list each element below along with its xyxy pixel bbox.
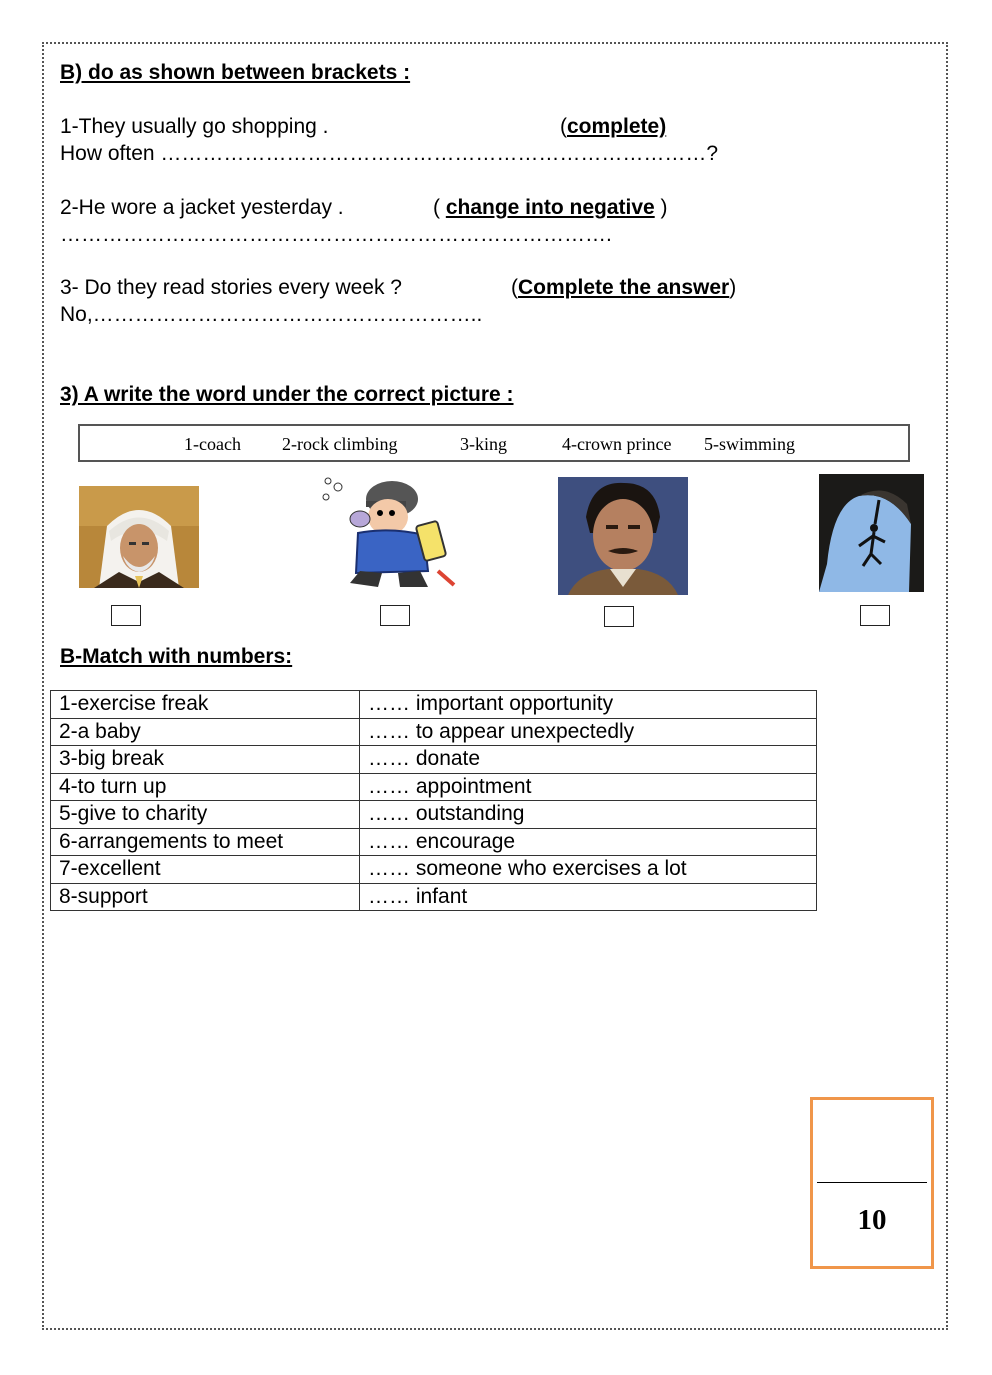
match-left-cell: 3-big break (51, 746, 360, 774)
match-right-cell[interactable]: …… donate (360, 746, 817, 774)
q1-instruction: (complete) (560, 115, 667, 138)
word-swimming: 5-swimming (704, 434, 796, 454)
word-coach: 1-coach (184, 434, 241, 454)
match-right-cell[interactable]: …… to appear unexpectedly (360, 718, 817, 746)
coach-picture (320, 475, 460, 593)
word-king: 3-king (460, 434, 507, 454)
match-right-cell[interactable]: …… infant (360, 883, 817, 911)
q2-text: 2-He wore a jacket yesterday . (60, 196, 344, 219)
match-left-cell: 4-to turn up (51, 773, 360, 801)
king-answer-box[interactable] (111, 605, 141, 626)
score-divider (817, 1182, 927, 1183)
match-right-cell[interactable]: …… encourage (360, 828, 817, 856)
score-total: 10 (857, 1204, 887, 1236)
table-row (51, 773, 817, 801)
table-row (51, 883, 817, 911)
word-bank (78, 424, 910, 462)
rock-climbing-picture (819, 474, 924, 592)
match-right-cell[interactable]: …… important opportunity (360, 691, 817, 719)
rock-climbing-answer-box[interactable] (860, 605, 890, 626)
word-crown-prince: 4-crown prince (562, 434, 672, 454)
table-row (51, 746, 817, 774)
match-right-cell[interactable]: …… someone who exercises a lot (360, 856, 817, 884)
king-picture (79, 486, 199, 588)
q2-instruction: ( change into negative ) (433, 196, 668, 219)
match-left-cell: 1-exercise freak (51, 691, 360, 719)
word-rock-climbing: 2-rock climbing (282, 434, 398, 454)
table-row (51, 691, 817, 719)
section-3a-heading: 3) A write the word under the correct picture : (60, 383, 514, 406)
q3-answer-line[interactable]: No,……………………………………………….. (60, 303, 483, 326)
match-table (50, 690, 817, 911)
match-left-cell: 6-arrangements to meet (51, 828, 360, 856)
table-row (51, 718, 817, 746)
match-right-cell[interactable]: …… appointment (360, 773, 817, 801)
coach-answer-box[interactable] (380, 605, 410, 626)
q3-instruction: (Complete the answer) (511, 276, 737, 299)
table-row (51, 828, 817, 856)
table-row (51, 856, 817, 884)
q1-answer-line[interactable]: How often ……………………………………………………………………? (60, 142, 719, 165)
q3-text: 3- Do they read stories every week ? (60, 276, 402, 299)
match-left-cell: 5-give to charity (51, 801, 360, 829)
match-left-cell: 2-a baby (51, 718, 360, 746)
match-right-cell[interactable]: …… outstanding (360, 801, 817, 829)
q2-answer-line[interactable]: ……………………………………………………………………. (60, 223, 612, 246)
crown-prince-answer-box[interactable] (604, 606, 634, 627)
score-box (810, 1097, 934, 1269)
crown-prince-picture (558, 477, 688, 595)
match-left-cell: 7-excellent (51, 856, 360, 884)
match-left-cell: 8-support (51, 883, 360, 911)
q1-text: 1-They usually go shopping . (60, 115, 329, 138)
match-heading: B-Match with numbers: (60, 645, 293, 668)
section-b-heading: B) do as shown between brackets : (60, 61, 411, 84)
table-row (51, 801, 817, 829)
